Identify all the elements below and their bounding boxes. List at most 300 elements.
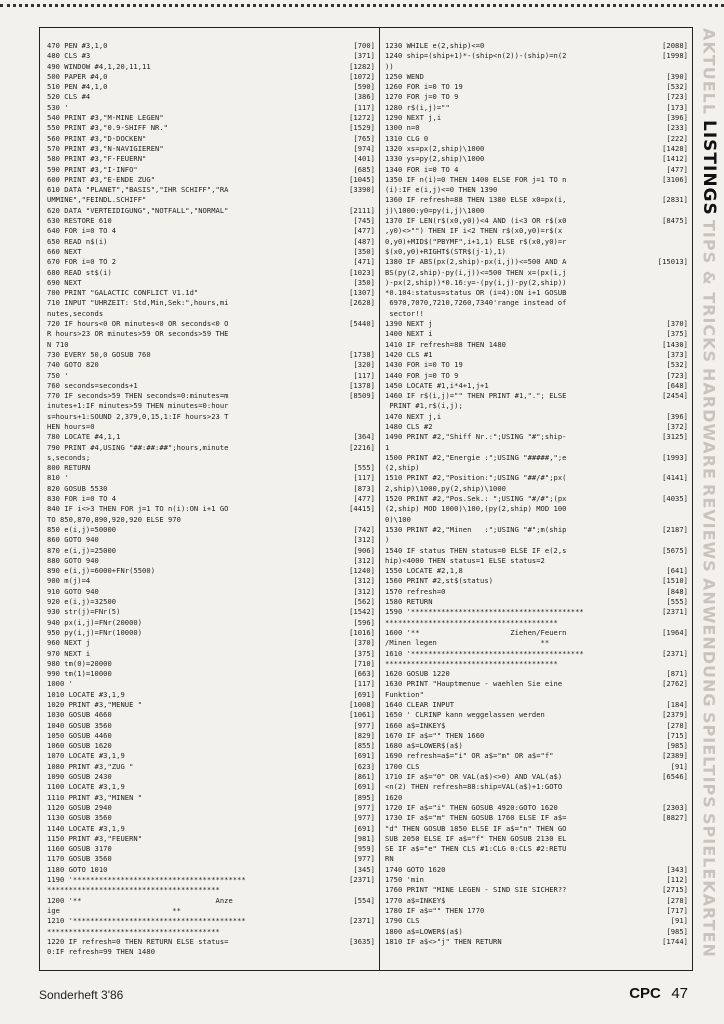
checksum: [1045] xyxy=(349,174,375,184)
code-line xyxy=(385,710,688,720)
code-line xyxy=(47,103,375,113)
code-line xyxy=(47,144,375,154)
code-text: hip)<4000 THEN status=1 ELSE status=2 xyxy=(385,555,545,565)
checksum: [371] xyxy=(353,51,375,61)
checksum: [2715] xyxy=(662,885,688,895)
sidebar-section-label: ANWENDUNG xyxy=(699,577,719,708)
checksum: [623] xyxy=(353,761,375,771)
code-text: 1140 LOCATE #3,1,9 xyxy=(47,823,125,833)
code-text: inutes+1:IF minutes>59 THEN minutes=0:hour xyxy=(47,401,229,411)
checksum: [370] xyxy=(353,638,375,648)
checksum: [278] xyxy=(666,895,688,905)
checksum: [15013] xyxy=(657,257,688,267)
code-line xyxy=(385,546,688,556)
code-text: 1610 '**************************************** xyxy=(385,648,584,658)
code-text: 470 PEN #3,1,0 xyxy=(47,41,108,50)
code-line xyxy=(47,278,375,288)
checksum: [2628] xyxy=(349,298,375,308)
checksum: [861] xyxy=(353,772,375,782)
code-text: 540 PRINT #3,"M-MINE LEGEN" xyxy=(47,113,164,123)
checksum: [1412] xyxy=(662,154,688,164)
code-line xyxy=(385,504,688,514)
code-line xyxy=(385,247,688,257)
code-text: 800 RETURN xyxy=(47,463,91,473)
code-line xyxy=(385,824,688,834)
code-text: )) xyxy=(385,61,394,71)
code-text: 1670 IF a$="" THEN 1660 xyxy=(385,730,485,740)
code-text: 1410 IF refresh=88 THEN 1480 xyxy=(385,339,506,349)
checksum: [2454] xyxy=(662,391,688,401)
code-text: 1770 a$=INKEY$ xyxy=(385,895,446,905)
checksum: [370] xyxy=(666,319,688,329)
code-text: 1070 LOCATE #3,1,9 xyxy=(47,751,125,761)
code-text: 1330 ys=py(2,ship)\1000 xyxy=(385,154,485,164)
code-text: 870 e(i,j)=25000 xyxy=(47,545,117,555)
code-text: 1110 PRINT #3,"MINEN " xyxy=(47,792,143,802)
code-line xyxy=(385,834,688,844)
checksum: [723] xyxy=(666,92,688,102)
checksum: [1061] xyxy=(349,710,375,720)
checksum: [471] xyxy=(353,257,375,267)
checksum: [373] xyxy=(666,349,688,359)
code-text: 880 GOTO 940 xyxy=(47,555,99,565)
code-text: 1100 LOCATE #3,1,9 xyxy=(47,782,125,792)
checksum: [871] xyxy=(666,669,688,679)
code-line xyxy=(47,638,375,648)
code-text: 770 IF seconds>59 THEN seconds=0:minutes=m xyxy=(47,391,229,401)
code-text: 1660 a$=INKEY$ xyxy=(385,720,446,730)
checksum: [745] xyxy=(353,216,375,226)
code-text: 940 px(i,j)=FNr(20000) xyxy=(47,617,143,627)
code-text: 1700 CLS xyxy=(385,761,420,771)
code-line xyxy=(385,576,688,586)
code-text: 1340 FOR i=0 TO 4 xyxy=(385,164,459,174)
checksum: [590] xyxy=(353,82,375,92)
checksum: [8509] xyxy=(349,391,375,401)
code-listing-left xyxy=(47,41,375,957)
checksum: [2216] xyxy=(349,442,375,452)
code-text: **************************************** xyxy=(385,658,558,668)
checksum: [555] xyxy=(353,463,375,473)
code-line xyxy=(47,51,375,61)
checksum: [6546] xyxy=(662,772,688,782)
code-line xyxy=(385,865,688,875)
sidebar-section-label: AKTUELL xyxy=(699,28,719,116)
checksum: [532] xyxy=(666,82,688,92)
code-text: 1800 a$=LOWER$(a$) xyxy=(385,926,463,936)
code-line xyxy=(47,62,375,72)
checksum: [1964] xyxy=(662,627,688,637)
code-line xyxy=(47,309,375,319)
code-line xyxy=(385,268,688,278)
checksum: [2088] xyxy=(662,41,688,50)
code-line xyxy=(385,566,688,576)
code-line xyxy=(47,896,375,906)
code-line xyxy=(47,834,375,844)
code-text: 590 PRINT #3,"I-INFO" xyxy=(47,164,138,174)
code-text: 1550 LOCATE #2,1,8 xyxy=(385,566,463,576)
code-line xyxy=(385,607,688,617)
checksum: [648] xyxy=(666,380,688,390)
checksum: [396] xyxy=(666,411,688,421)
code-line xyxy=(47,751,375,761)
code-line xyxy=(47,669,375,679)
checksum: [2831] xyxy=(662,195,688,205)
code-text: 1320 xs=px(2,ship)\1000 xyxy=(385,143,485,153)
code-line xyxy=(385,237,688,247)
code-line xyxy=(385,587,688,597)
code-text: 1250 WEND xyxy=(385,71,424,81)
code-text: 820 GOSUB 5530 xyxy=(47,483,108,493)
code-line xyxy=(385,535,688,545)
code-text: HEN hours=0 xyxy=(47,421,95,431)
code-text: /Minen legen ** xyxy=(385,638,550,648)
code-text: 1420 CLS #1 xyxy=(385,349,433,359)
code-text: 1190 '**************************************** xyxy=(47,875,246,885)
code-line xyxy=(385,679,688,689)
code-text: **************************************** xyxy=(385,617,558,627)
code-line xyxy=(385,659,688,669)
code-line xyxy=(385,92,688,102)
code-line xyxy=(47,340,375,350)
code-text: 700 PRINT "GALACTIC CONFLICT V1.1d" xyxy=(47,288,199,298)
checksum: [829] xyxy=(353,730,375,740)
code-line xyxy=(47,123,375,133)
code-line xyxy=(47,484,375,494)
code-text: 1290 NEXT j,i xyxy=(385,113,442,123)
checksum: [1282] xyxy=(349,61,375,71)
code-text: 1090 GOSUB 2430 xyxy=(47,772,112,782)
code-line xyxy=(47,443,375,453)
code-text: PRINT #1,r$(i,j); xyxy=(385,401,463,411)
code-line xyxy=(385,134,688,144)
code-text: 1170 GOSUB 3560 xyxy=(47,854,112,864)
code-line xyxy=(385,721,688,731)
checksum: [386] xyxy=(353,92,375,102)
code-line xyxy=(385,401,688,411)
code-line xyxy=(47,772,375,782)
code-line xyxy=(385,906,688,916)
code-line xyxy=(385,123,688,133)
code-line xyxy=(385,463,688,473)
code-text: *0.104:status=status OR (i=4):ON i+1 GOSUB xyxy=(385,288,567,298)
code-text: 500 PAPER #4,0 xyxy=(47,71,108,81)
code-line xyxy=(47,535,375,545)
checksum: [717] xyxy=(666,905,688,915)
code-text: SUB 2050 ELSE IF a$="f" THEN GOSUB 2130 EL xyxy=(385,833,567,843)
code-line xyxy=(385,381,688,391)
code-text: 1000 ' xyxy=(47,679,73,689)
code-line xyxy=(47,391,375,401)
checksum: [3125] xyxy=(662,432,688,442)
checksum: [312] xyxy=(353,555,375,565)
code-text: SE IF a$="e" THEN CLS #1:CLG 0:CLS #2:RETU xyxy=(385,844,567,854)
checksum: [364] xyxy=(353,432,375,442)
checksum: [1510] xyxy=(662,576,688,586)
checksum: [848] xyxy=(666,586,688,596)
code-line xyxy=(385,473,688,483)
code-text: 630 RESTORE 610 xyxy=(47,216,112,226)
code-line xyxy=(385,690,688,700)
checksum: [396] xyxy=(666,113,688,123)
code-text: )-px(2,ship))*0.16:y=-(py(i,j)-py(2,ship)) xyxy=(385,277,567,287)
code-line xyxy=(47,700,375,710)
checksum: [222] xyxy=(666,133,688,143)
code-text: 520 CLS #4 xyxy=(47,92,91,102)
code-text: 830 FOR i=0 TO 4 xyxy=(47,494,117,504)
code-line xyxy=(47,628,375,638)
checksum: [691] xyxy=(353,751,375,761)
code-line xyxy=(47,226,375,236)
code-text: 1680 a$=LOWER$(a$) xyxy=(385,741,463,751)
code-text: 1080 PRINT #3,"ZUG " xyxy=(47,761,134,771)
code-text: 0,y0)+MID$("PBYMF",i+1,1) ELSE r$(x0,y0)=r xyxy=(385,236,567,246)
code-text: j)\1000:y0=py(i,j)\1000 xyxy=(385,205,485,215)
code-line xyxy=(385,391,688,401)
code-text: 1150 PRINT #3,"FEUERN" xyxy=(47,833,143,843)
code-text: 1130 GOSUB 3560 xyxy=(47,813,112,823)
checksum: [1016] xyxy=(349,627,375,637)
code-line xyxy=(385,875,688,885)
code-text: 1270 FOR j=0 TO 9 xyxy=(385,92,459,102)
checksum: [117] xyxy=(353,679,375,689)
code-text: ,y0)<>"") THEN IF i<2 THEN r$(x0,y0)=r$(x xyxy=(385,226,563,236)
checksum: [487] xyxy=(353,236,375,246)
code-line xyxy=(385,741,688,751)
code-text: 1520 PRINT #2,"Pos.Sek.: ";USING "#/#";(px xyxy=(385,494,567,504)
checksum: [278] xyxy=(666,720,688,730)
code-line xyxy=(47,854,375,864)
code-line xyxy=(47,165,375,175)
code-text: 950 py(i,j)=FNr(10000) xyxy=(47,627,143,637)
code-text: 0:IF refresh=99 THEN 1480 xyxy=(47,947,156,957)
code-text: 1460 IF r$(i,j)="" THEN PRINT #1,"."; ELSE xyxy=(385,391,567,401)
code-line xyxy=(47,793,375,803)
code-text: 1210 '**************************************** xyxy=(47,916,246,926)
checksum: [1023] xyxy=(349,267,375,277)
code-text: 930 str(j)=FNr(5) xyxy=(47,607,121,617)
code-text: 980 tm(0)=20000 xyxy=(47,658,112,668)
code-line xyxy=(385,597,688,607)
code-text: 1530 PRINT #2,"Minen :";USING "#";m(ship xyxy=(385,524,567,534)
code-line xyxy=(47,690,375,700)
checksum: [1993] xyxy=(662,452,688,462)
checksum: [1378] xyxy=(349,380,375,390)
checksum: [742] xyxy=(353,524,375,534)
checksum: [477] xyxy=(353,494,375,504)
checksum: [312] xyxy=(353,586,375,596)
checksum: [477] xyxy=(353,226,375,236)
code-line xyxy=(385,556,688,566)
code-line xyxy=(47,618,375,628)
checksum: [5675] xyxy=(662,545,688,555)
checksum: [320] xyxy=(353,360,375,370)
code-text: 6970,7070,7210,7260,7340'range instead of xyxy=(385,298,567,308)
checksum: [401] xyxy=(353,154,375,164)
code-line xyxy=(47,268,375,278)
checksum: [895] xyxy=(353,792,375,802)
checksum: [554] xyxy=(353,895,375,905)
code-line xyxy=(47,576,375,586)
code-text: 780 LOCATE #4,1,1 xyxy=(47,432,121,442)
code-line xyxy=(385,813,688,823)
code-text: 1810 IF a$<>"j" THEN RETURN xyxy=(385,936,502,946)
code-text: 600 PRINT #3,"E-ENDE ZUG" xyxy=(47,174,156,184)
checksum: [1529] xyxy=(349,123,375,133)
code-text: 1050 GOSUB 4460 xyxy=(47,730,112,740)
code-text: 1710 IF a$="0" OR VAL(a$)<>0) AND VAL(a$) xyxy=(385,772,563,782)
checksum: [184] xyxy=(666,700,688,709)
code-text: 760 seconds=seconds+1 xyxy=(47,380,138,390)
code-line xyxy=(385,443,688,453)
code-text: 1040 GOSUB 3560 xyxy=(47,720,112,730)
code-line xyxy=(47,906,375,916)
page-number: 47 xyxy=(671,985,688,1002)
code-line xyxy=(47,82,375,92)
code-line xyxy=(47,649,375,659)
code-line xyxy=(385,165,688,175)
code-text: 570 PRINT #3,"N-NAVIGIEREN" xyxy=(47,143,164,153)
code-line xyxy=(47,546,375,556)
code-line xyxy=(47,741,375,751)
code-line xyxy=(47,453,375,463)
code-text: (2,ship) xyxy=(385,463,420,473)
code-line xyxy=(385,453,688,463)
code-line xyxy=(385,350,688,360)
code-line xyxy=(47,885,375,895)
code-line xyxy=(385,278,688,288)
code-text: 790 PRINT #4,USING "##:##:##";hours,minute xyxy=(47,442,229,452)
code-line xyxy=(47,92,375,102)
sidebar-section-label: SPIELEKARTEN xyxy=(699,813,719,958)
code-text: 1300 n=0 xyxy=(385,123,420,133)
code-text: 1350 IF n(i)=0 THEN 1400 ELSE FOR j=1 TO n xyxy=(385,174,567,184)
code-text: Funktion" xyxy=(385,689,424,699)
code-text: 810 ' xyxy=(47,473,69,483)
code-text: 720 IF hours<0 OR minutes<0 OR seconds<0 O xyxy=(47,319,229,329)
listing-frame xyxy=(39,27,693,971)
code-text: 970 NEXT i xyxy=(47,648,91,658)
code-line xyxy=(385,175,688,185)
code-line xyxy=(385,422,688,432)
code-line xyxy=(385,793,688,803)
code-text: 1600 '** Ziehen/Feuern xyxy=(385,627,567,637)
code-text: BS(py(2,ship)-py(i,j))<=500 THEN x=(px(i,j xyxy=(385,267,567,277)
code-line xyxy=(47,319,375,329)
code-line xyxy=(385,762,688,772)
code-line xyxy=(385,103,688,113)
code-line xyxy=(385,82,688,92)
code-text: 1240 ship=(ship+1)*-(ship<n(2))-(ship)=n(2 xyxy=(385,51,567,61)
code-line xyxy=(47,329,375,339)
code-line xyxy=(385,803,688,813)
code-line xyxy=(385,62,688,72)
code-line xyxy=(385,628,688,638)
listing-column-left xyxy=(40,28,380,970)
code-line xyxy=(385,515,688,525)
code-line xyxy=(47,556,375,566)
code-text: 660 NEXT xyxy=(47,246,82,256)
checksum: [312] xyxy=(353,576,375,586)
code-text: 1690 refresh=a$="i" OR a$="m" OR a$="f" xyxy=(385,751,554,761)
checksum: [343] xyxy=(666,864,688,874)
code-line xyxy=(385,412,688,422)
code-text: 1490 PRINT #2,"Shiff Nr.:";USING "#";ship- xyxy=(385,432,567,442)
code-line xyxy=(385,484,688,494)
code-text: 1440 FOR j=0 TO 9 xyxy=(385,370,459,380)
code-text: 1480 CLS #2 xyxy=(385,421,433,431)
code-line xyxy=(385,185,688,195)
checksum: [700] xyxy=(353,41,375,50)
code-line xyxy=(385,41,688,51)
checksum: [3106] xyxy=(662,174,688,184)
code-line xyxy=(47,813,375,823)
checksum: [117] xyxy=(353,370,375,380)
checksum: [977] xyxy=(353,802,375,812)
code-text: 1450 LOCATE #1,i*4+1,j+1 xyxy=(385,380,489,390)
checksum: [715] xyxy=(666,730,688,740)
code-text: 490 WINDOW #4,1,20,11,11 xyxy=(47,61,151,71)
sidebar-section-label: LISTINGS xyxy=(699,119,719,216)
code-line xyxy=(385,340,688,350)
code-text: UMMINE","FEINDL.SCHIFF" xyxy=(47,195,147,205)
code-line xyxy=(385,432,688,442)
code-line xyxy=(47,927,375,937)
code-text: sector!! xyxy=(385,308,424,318)
footer-issue: Sonderheft 3'86 xyxy=(39,988,124,1002)
code-text: **************************************** xyxy=(47,885,220,895)
code-line xyxy=(47,371,375,381)
code-text: 1570 refresh=0 xyxy=(385,586,446,596)
code-line xyxy=(385,226,688,236)
code-line xyxy=(47,350,375,360)
code-line xyxy=(47,463,375,473)
checksum: [532] xyxy=(666,360,688,370)
code-line xyxy=(47,844,375,854)
code-line xyxy=(47,41,375,51)
checksum: [1240] xyxy=(349,566,375,576)
checksum: [691] xyxy=(353,689,375,699)
code-text: 730 EVERY 50,0 GOSUB 760 xyxy=(47,349,151,359)
code-text: R hours>23 OR minutes>59 OR seconds>59 THE xyxy=(47,329,229,339)
code-line xyxy=(385,298,688,308)
code-text: 910 GOTO 940 xyxy=(47,586,99,596)
code-line xyxy=(385,844,688,854)
code-line xyxy=(47,710,375,720)
code-line xyxy=(47,731,375,741)
code-line xyxy=(47,916,375,926)
code-text: 1750 'min xyxy=(385,875,424,885)
code-text: 1370 IF LEN(r$(x0,y0))<4 AND (i<3 OR r$(x0 xyxy=(385,216,567,226)
code-text: 740 GOTO 820 xyxy=(47,360,99,370)
code-line xyxy=(47,113,375,123)
code-text: (i):IF e(i,j)<=0 THEN 1390 xyxy=(385,185,498,195)
checksum: [350] xyxy=(353,277,375,287)
code-line xyxy=(47,247,375,257)
code-text: 0)\100 xyxy=(385,514,411,524)
checksum: [390] xyxy=(666,71,688,81)
checksum: [977] xyxy=(353,720,375,730)
code-text: N 710 xyxy=(47,339,69,349)
checksum: [2371] xyxy=(662,648,688,658)
code-text: 1280 r$(i,j)="" xyxy=(385,102,450,112)
checksum: [4035] xyxy=(662,494,688,504)
code-text: 1120 GOSUB 2940 xyxy=(47,802,112,812)
checksum: [596] xyxy=(353,617,375,627)
code-text: 1650 ' CLRINP kann weggelassen werden xyxy=(385,710,545,720)
code-text: 860 GOTO 940 xyxy=(47,535,99,545)
code-text: 1230 WHILE e(2,ship)<=0 xyxy=(385,41,485,50)
